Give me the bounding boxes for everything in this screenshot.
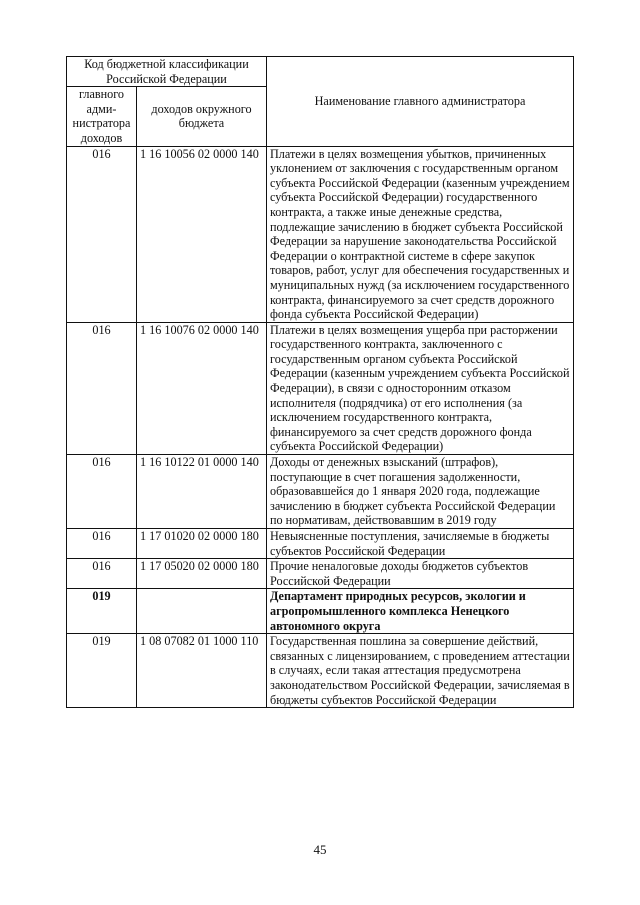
table-row	[67, 529, 574, 559]
table-row	[67, 322, 574, 454]
table-row	[67, 146, 574, 322]
administrator-name-cell: Платежи в целях возмещения убытков, причиненных уклонением от заключения с государственным органом субъекта Российской Федерации (казенным учреждением субъекта Российской Федерации) государственного контракта, а также иные денежные средства, подлежащие зачислению в бюджет субъекта Российской Федерации за нарушение законодательства Российской Федерации о контрактной системе в сфере закупок товаров, работ, услуг для обеспечения государственных и муниципальных нужд (за исключением государственного контракта, финансируемого за счет средств дорожного фонда субъекта Российской Федерации)	[267, 146, 574, 322]
income-code-cell: 1 16 10076 02 0000 140	[137, 322, 267, 454]
table-row	[67, 634, 574, 708]
budget-classification-table	[66, 56, 574, 708]
income-code-cell: 1 17 01020 02 0000 180	[137, 529, 267, 559]
administrator-name-cell: Невыясненные поступления, зачисляемые в бюджеты субъектов Российской Федерации	[267, 529, 574, 559]
administrator-name-cell: Государственная пошлина за совершение действий, связанных с лицензированием, с проведением аттестации в случаях, если такая аттестация предусмотрена законодательством Российской Федерации, зачисляемая в бюджеты субъектов Российской Федерации	[267, 634, 574, 708]
header-admin-label: главного адми-нистратора доходов	[72, 87, 131, 145]
admin-code-cell: 016	[67, 146, 137, 322]
department-name-cell: Департамент природных ресурсов, экологии и агропромышленного комплекса Ненецкого автономного округа	[267, 589, 574, 634]
administrator-name-cell: Платежи в целях возмещения ущерба при расторжении государственного контракта, заключенного с государственным органом субъекта Российской Федерации (казенным учреждением субъекта Российской Федерации), в связи с односторонним отказом исполнителя (подрядчика) от его исполнения (за исключением государственного контракта, финансируемого за счет средств дорожного фонда субъекта Российской Федерации)	[267, 322, 574, 454]
header-income-label: доходов окружного бюджета	[151, 101, 252, 131]
department-row	[67, 589, 574, 634]
income-code-cell: 1 08 07082 01 1000 110	[137, 634, 267, 708]
header-name-label: Наименование главного администратора	[314, 93, 526, 108]
header-group-cell	[67, 57, 267, 87]
table-row	[67, 559, 574, 589]
admin-code-cell: 016	[67, 529, 137, 559]
income-code-cell: 1 17 05020 02 0000 180	[137, 559, 267, 589]
income-code-cell	[137, 589, 267, 634]
income-code-cell: 1 16 10056 02 0000 140	[137, 146, 267, 322]
header-group-label: Код бюджетной классификации Российской Федерации	[84, 57, 249, 86]
page-number: 45	[313, 842, 327, 857]
administrator-name-cell: Прочие неналоговые доходы бюджетов субъектов Российской Федерации	[267, 559, 574, 589]
admin-code-cell: 019	[67, 589, 137, 634]
administrator-name-cell: Доходы от денежных взысканий (штрафов), поступающие в счет погашения задолженности, образовавшейся до 1 января 2020 года, подлежащие зачислению в бюджет субъекта Российской Федерации по нормативам, действовавшим в 2019 году	[267, 455, 574, 529]
table-row	[67, 455, 574, 529]
admin-code-cell: 019	[67, 634, 137, 708]
header-name-cell	[267, 57, 574, 147]
admin-code-cell: 016	[67, 559, 137, 589]
income-code-cell: 1 16 10122 01 0000 140	[137, 455, 267, 529]
header-income-cell	[137, 87, 267, 146]
admin-code-cell: 016	[67, 455, 137, 529]
admin-code-cell: 016	[67, 322, 137, 454]
header-admin-cell	[67, 87, 137, 146]
